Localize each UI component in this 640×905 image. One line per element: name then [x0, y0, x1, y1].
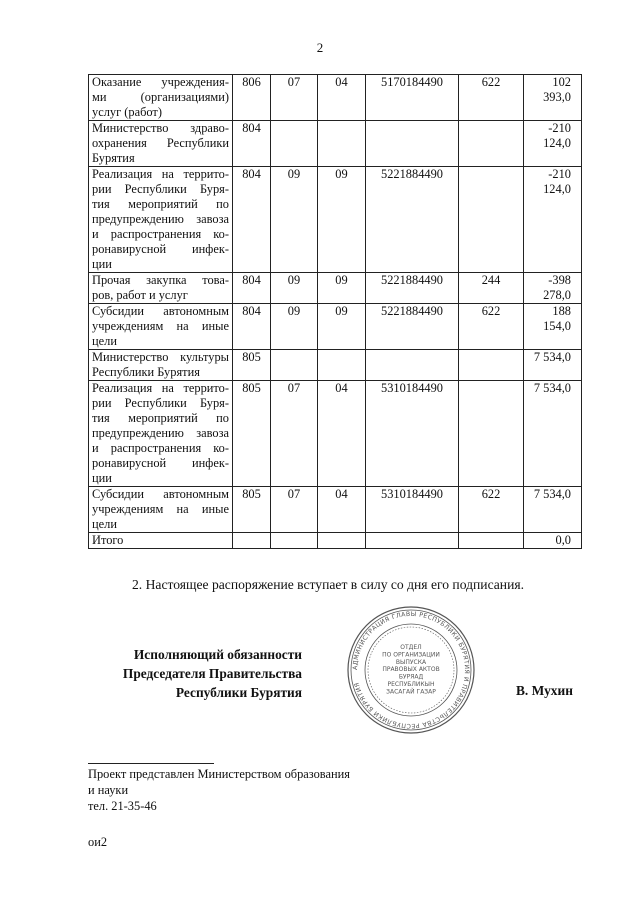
cell-name-line: Реализация на террито-	[92, 381, 229, 395]
cell-subsection	[318, 121, 366, 167]
cell-name-line: цели	[92, 517, 117, 531]
cell-expense: 622	[459, 304, 524, 350]
page-number: 2	[316, 40, 324, 55]
cell-name-line: тия мероприятий по	[92, 411, 229, 425]
cell-name-line: учреждениям на иные	[92, 319, 229, 333]
seal-center-line: ОТДЕЛ	[400, 644, 422, 651]
cell-ministry: 804	[233, 273, 271, 304]
cell-subsection: 04	[318, 487, 366, 533]
cell-amount: -210 124,0	[524, 121, 582, 167]
cell-name	[89, 121, 233, 167]
footnote-line: Проект представлен Министерством образования	[88, 767, 350, 781]
cell-name	[89, 273, 233, 304]
cell-target: 5310184490	[366, 381, 459, 487]
cell-target: 5221884490	[366, 167, 459, 273]
cell-amount: -210 124,0	[524, 167, 582, 273]
cell-subsection	[318, 350, 366, 381]
cell-subsection: 09	[318, 167, 366, 273]
cell-section	[271, 350, 318, 381]
cell-target	[366, 350, 459, 381]
cell-name-line: Субсидии автономным	[92, 487, 229, 501]
cell-name	[89, 75, 233, 121]
cell-amount: 7 534,0	[524, 487, 582, 533]
cell-ministry	[233, 533, 271, 549]
cell-ministry: 804	[233, 167, 271, 273]
cell-expense: 622	[459, 487, 524, 533]
cell-name-line: предупреждению завоза	[92, 426, 229, 440]
cell-amount: 0,0	[524, 533, 582, 549]
cell-subsection: 04	[318, 75, 366, 121]
seal-center-line: БУРЯАД	[398, 673, 424, 681]
cell-name-line: предупреждению завоза	[92, 212, 229, 226]
cell-amount: 188 154,0	[524, 304, 582, 350]
cell-target	[366, 121, 459, 167]
cell-name-line: рии Республики Буря-	[92, 182, 229, 196]
cell-name-line: ронавирусной инфек-	[92, 242, 229, 256]
cell-name	[89, 381, 233, 487]
cell-section: 07	[271, 381, 318, 487]
cell-ministry: 805	[233, 487, 271, 533]
footnote-divider	[88, 763, 214, 764]
cell-name-line: и распространения ко-	[92, 227, 229, 241]
signer-title	[90, 645, 302, 702]
cell-name-line: ронавирусной инфек-	[92, 456, 229, 470]
signer-name: В. Мухин	[516, 683, 573, 698]
cell-expense	[459, 350, 524, 381]
cell-name-line: Министерство здраво-	[92, 121, 229, 135]
cell-section	[271, 121, 318, 167]
cell-subsection: 09	[318, 273, 366, 304]
seal-center-line: РЕСПУБЛИКЫН	[387, 681, 435, 688]
table-row	[89, 121, 582, 167]
cell-target: 5221884490	[366, 304, 459, 350]
cell-expense	[459, 533, 524, 549]
cell-target	[366, 533, 459, 549]
cell-expense: 244	[459, 273, 524, 304]
cell-section: 09	[271, 273, 318, 304]
cell-subsection: 04	[318, 381, 366, 487]
cell-expense	[459, 121, 524, 167]
cell-section: 09	[271, 304, 318, 350]
cell-ministry: 805	[233, 350, 271, 381]
cell-name-line: и распространения ко-	[92, 441, 229, 455]
cell-ministry: 805	[233, 381, 271, 487]
seal-center-line: ПО ОРГАНИЗАЦИИ	[382, 651, 440, 659]
table-row	[89, 75, 582, 121]
table-row	[89, 533, 582, 549]
table-row	[89, 381, 582, 487]
cell-ministry: 806	[233, 75, 271, 121]
cell-section: 07	[271, 75, 318, 121]
cell-name	[89, 304, 233, 350]
official-seal	[346, 605, 476, 735]
cell-name-line: ми (организациями)	[92, 90, 229, 104]
footnote-line: и науки	[88, 783, 129, 797]
cell-name-line: учреждениям на иные	[92, 502, 229, 516]
cell-expense	[459, 167, 524, 273]
cell-amount: 7 534,0	[524, 350, 582, 381]
cell-section: 09	[271, 167, 318, 273]
cell-name-line: ции	[92, 257, 112, 271]
cell-target: 5170184490	[366, 75, 459, 121]
cell-name-line: Оказание учреждения-	[92, 75, 229, 89]
cell-amount: 102 393,0	[524, 75, 582, 121]
cell-name-line: Прочая закупка това-	[92, 273, 229, 287]
document-code: ои2	[88, 835, 108, 849]
cell-name	[89, 167, 233, 273]
signer-title-line: Председателя Правительства	[122, 666, 302, 681]
cell-name-line: Итого	[92, 533, 124, 547]
cell-name-line: ции	[92, 471, 112, 485]
cell-name-line: тия мероприятий по	[92, 197, 229, 211]
cell-name-line: Реализация на террито-	[92, 167, 229, 181]
cell-subsection: 09	[318, 304, 366, 350]
signer-title-line: Республики Бурятия	[175, 685, 302, 700]
cell-ministry: 804	[233, 304, 271, 350]
cell-name	[89, 350, 233, 381]
cell-name	[89, 533, 233, 549]
table-row	[89, 167, 582, 273]
seal-center-line: ЗАСАГАЙ ГАЗАР	[386, 688, 436, 696]
cell-name-line: ров, работ и услуг	[92, 288, 188, 302]
clause-effective-date: 2. Настоящее распоряжение вступает в силу со дня его подписания.	[132, 577, 525, 592]
cell-name-line: охранения Республики	[92, 136, 229, 150]
cell-name-line: цели	[92, 334, 117, 348]
cell-expense	[459, 381, 524, 487]
cell-section: 07	[271, 487, 318, 533]
footnote-line: тел. 21-35-46	[88, 799, 157, 813]
table-row	[89, 350, 582, 381]
cell-ministry: 804	[233, 121, 271, 167]
budget-table	[88, 74, 582, 549]
cell-name-line: Министерство культуры	[92, 350, 229, 364]
table-row	[89, 273, 582, 304]
cell-name-line: Бурятия	[92, 151, 135, 165]
cell-target: 5310184490	[366, 487, 459, 533]
footnote	[88, 766, 350, 814]
table-row	[89, 487, 582, 533]
cell-amount: 7 534,0	[524, 381, 582, 487]
seal-outer-text: АДМИНИСТРАЦИЯ ГЛАВЫ РЕСПУБЛИКИ БУРЯТИЯ И ПРАВИТЕЛЬСТВА РЕСПУБЛИКИ БУРЯТИЯ	[351, 610, 471, 730]
budget-table-body	[89, 75, 582, 549]
signer-title-line: Исполняющий обязанности	[133, 647, 302, 662]
cell-subsection	[318, 533, 366, 549]
cell-expense: 622	[459, 75, 524, 121]
cell-name	[89, 487, 233, 533]
cell-name-line: Республики Бурятия	[92, 365, 200, 379]
cell-name-line: Субсидии автономным	[92, 304, 229, 318]
cell-amount: -398 278,0	[524, 273, 582, 304]
seal-center-line: ПРАВОВЫХ АКТОВ	[382, 666, 440, 674]
cell-name-line: услуг (работ)	[92, 105, 162, 119]
cell-name-line: рии Республики Буря-	[92, 396, 229, 410]
cell-section	[271, 533, 318, 549]
seal-center-line: ВЫПУСКА	[395, 658, 427, 666]
table-row	[89, 304, 582, 350]
cell-target: 5221884490	[366, 273, 459, 304]
